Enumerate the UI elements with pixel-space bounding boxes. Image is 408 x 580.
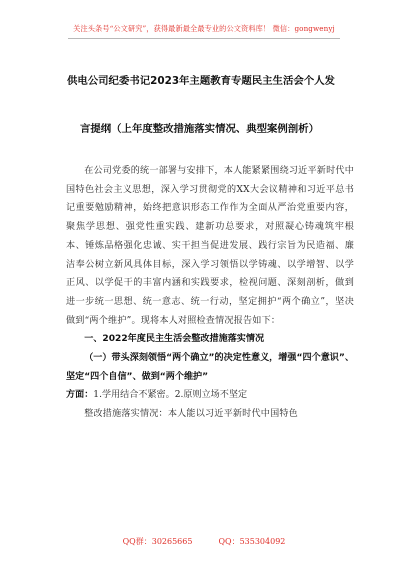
header-banner: 关注头条号“公文研究”，获得最新最全最专业的公文资料库！ 微信：gongwenyj bbox=[73, 24, 335, 33]
footer-contact bbox=[0, 536, 408, 547]
footer-qq: QQ：535304092 bbox=[218, 537, 286, 546]
header-divider bbox=[68, 38, 340, 39]
rectify-paragraph: 整改措施落实情况：本人能以习近平新时代中国特色 bbox=[84, 409, 298, 420]
footer-qq-group: QQ群：30265665 bbox=[122, 537, 193, 546]
document-title-line-2: 言提纲（上年度整改措施落实情况、典型案例剖析） bbox=[80, 123, 319, 135]
item-text: 1.学用结合不紧密。2.原则立场不坚定 bbox=[93, 390, 248, 401]
section-heading-1: 一、2022年度民主生活会整改措施落实情况 bbox=[84, 334, 265, 345]
document-body bbox=[66, 162, 354, 424]
subsection-heading-1: （一）带头深刻领悟“两个确立”的决定性意义，增强“四个意识”、坚定“四个自信”、做到“两个维护” bbox=[66, 353, 354, 382]
document-title-line-1: 供电公司纪委书记2023年主题教育专题民主生活会个人发 bbox=[67, 75, 335, 87]
item-label: 方面： bbox=[66, 390, 94, 401]
intro-paragraph: 在公司党委的统一部署与安排下，本人能紧紧围绕习近平新时代中国特色社会主义思想，深入学习贯彻党的XX大会议精神和习近平总书记重要勉励精神，始终把意识形态工作作为全面从严治党重要内容，聚焦学思想、强党性重实践、建新功总要求，对照凝心铸魂筑牢根本、锤炼品格强化忠诚、实干担当促进发展、践行宗旨为民造福、廉洁奉公树立新风具体目标，深入学习领悟以学铸魂、以学增智、以学正风、以学促干的丰富内涵和实践要求，检视问题、深刻剖析，做到进一步统一思想、统一意志、统一行动，坚定拥护“两个确立”，坚决做到“两个维护”。现将本人对照检查情况报告如下： bbox=[66, 166, 354, 326]
item-line bbox=[66, 386, 354, 405]
